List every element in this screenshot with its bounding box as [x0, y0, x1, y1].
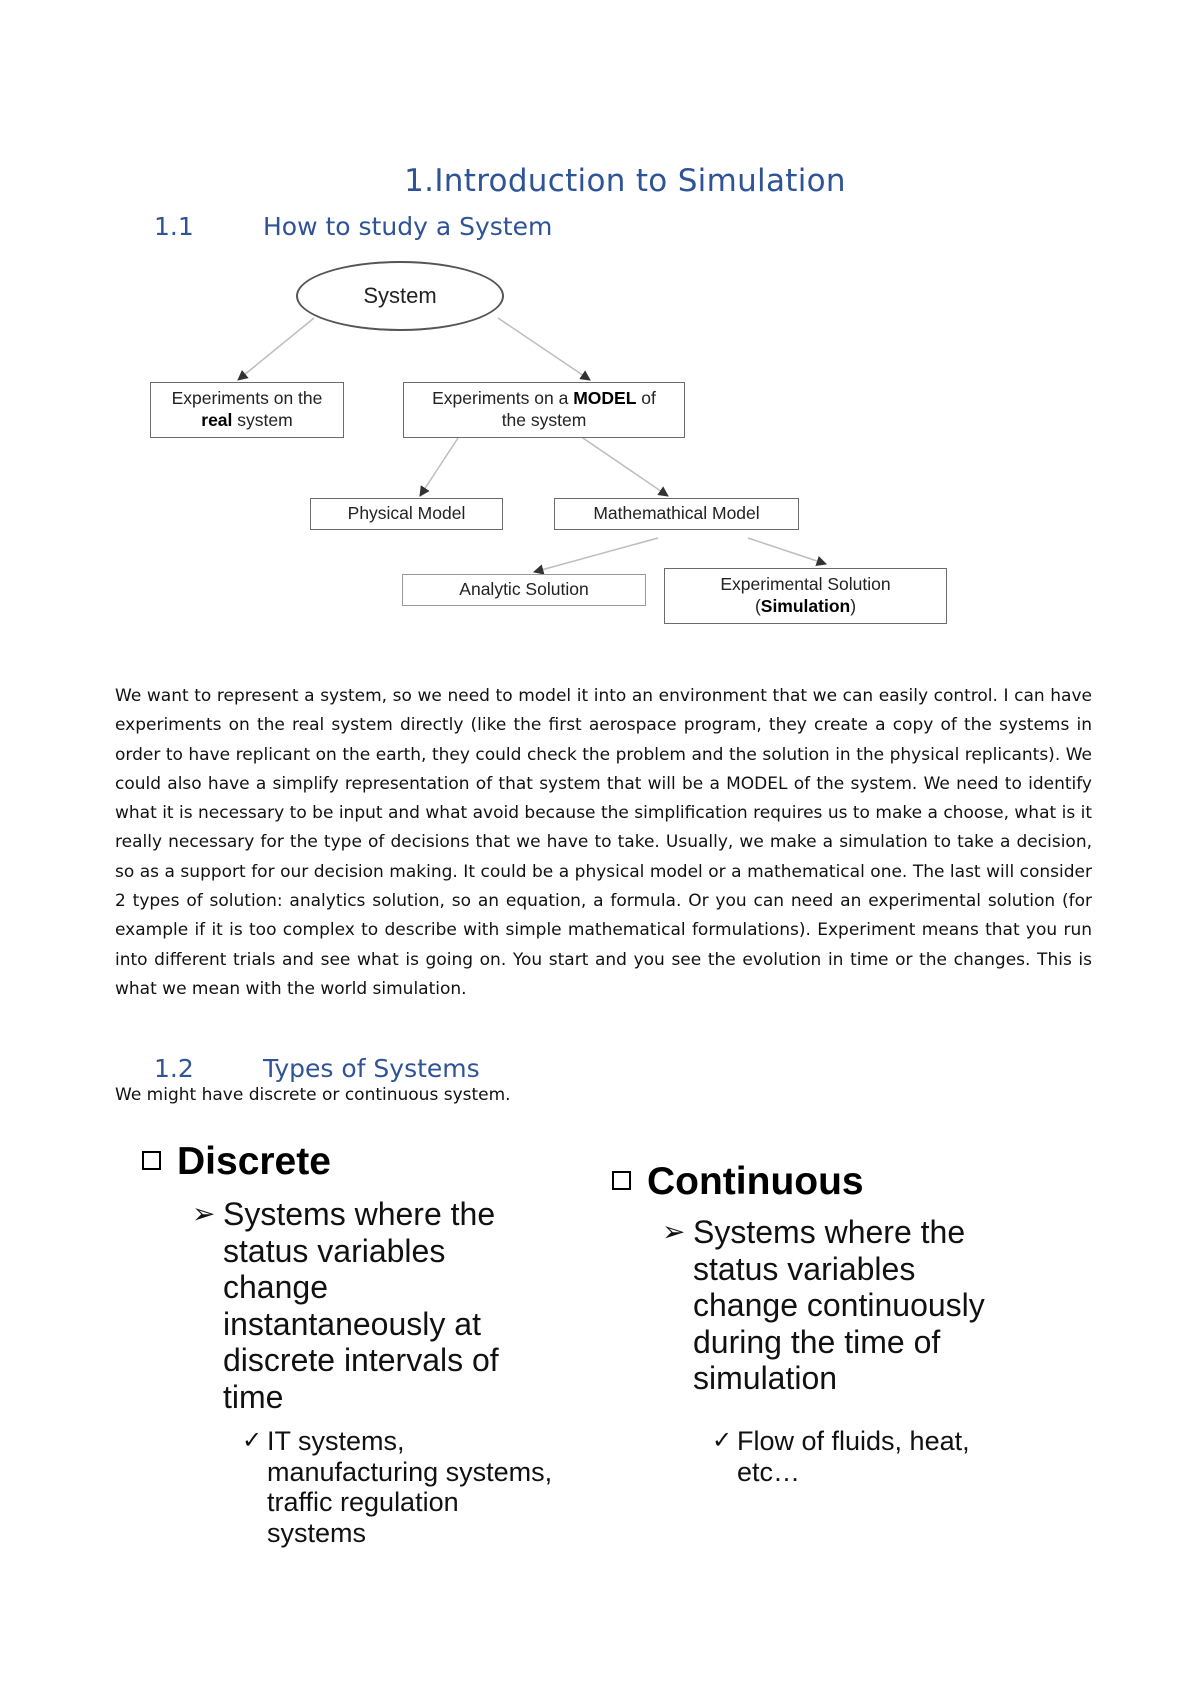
arrowhead-bullet-icon: ➢ [192, 1198, 216, 1229]
model-text-3: the system [501, 410, 587, 430]
experimental-solution-node [664, 568, 947, 624]
real-text-1: Experiments on the [171, 388, 323, 409]
model-label [432, 388, 656, 432]
discrete-line: Systems where the [223, 1196, 496, 1232]
arrow-math-to-analytic [534, 538, 658, 572]
section-number: 1.2 [154, 1054, 194, 1083]
checkbox-square-icon [612, 1171, 631, 1190]
real-system-node [150, 382, 344, 438]
experimental-open: ( [754, 596, 761, 616]
mathematical-model-label: Mathemathical Model [593, 503, 760, 524]
model-text-2: of [641, 388, 656, 409]
discrete-line: change [223, 1269, 328, 1305]
discrete-line: time [223, 1378, 284, 1415]
heading-number: 1. [404, 163, 435, 199]
section-heading-1-2 [154, 1054, 854, 1086]
discrete-line: discrete intervals of [223, 1342, 499, 1378]
physical-model-label: Physical Model [347, 503, 466, 524]
discrete-bullet [192, 1196, 552, 1415]
model-node [403, 382, 685, 438]
arrow-system-to-real [238, 318, 314, 380]
system-study-diagram [140, 256, 960, 636]
body-paragraph-1: We want to represent a system, so we need to model it into an environment that we can easily control. I can have experiments on the real system directly (like the first aerospace program, they create a copy of the systems in order to have replicant on the earth, they could check the problem and the solution in the physical replicants). We could also have a simplify representation of that system that will be a MODEL of the system. We need to identify what it is necessary to be input and what avoid because the simplification requires us to make a choose, what is it really necessary for the type of decisions that we have to take. Usually, we make a simulation to take a decision, so as a support for our decision making. It could be a physical model or a mathematical one. The last will consider 2 types of solution: analytics solution, so an equation, a formula. Or you can need an experimental solution (for example if it is too complex to describe with simple mathematical formulations). Experiment means that you run into different trials and see what is going on. You start and you see the evolution in time or the changes. This is what we mean with the world simulation. [115, 686, 1092, 999]
arrow-system-to-model [498, 318, 590, 380]
discrete-example-line: IT systems, [267, 1426, 405, 1456]
continuous-bullet [662, 1214, 1042, 1397]
analytic-solution-node [402, 574, 646, 606]
section-heading-1-1 [154, 212, 854, 244]
discrete-example-text [267, 1426, 582, 1548]
continuous-example-line: etc… [737, 1456, 801, 1487]
analytic-solution-label: Analytic Solution [459, 579, 589, 600]
checkbox-square-icon [142, 1151, 161, 1170]
continuous-example-line: Flow of fluids, heat, [737, 1426, 970, 1456]
continuous-bullet-text [693, 1214, 1042, 1397]
discrete-bullet-text [223, 1196, 552, 1415]
section-number: 1.1 [154, 212, 194, 241]
arrow-model-to-mathematical [580, 436, 668, 496]
model-text-bold: MODEL [573, 388, 637, 409]
discrete-title: Discrete [177, 1140, 331, 1183]
continuous-title: Continuous [647, 1160, 864, 1203]
discrete-example-line: manufacturing systems, [267, 1456, 553, 1487]
checkmark-icon: ✓ [712, 1427, 733, 1454]
continuous-line: simulation [693, 1360, 838, 1396]
real-text-2: system [237, 410, 293, 430]
section-title: Types of Systems [263, 1054, 480, 1083]
discrete-example-line: traffic regulation [267, 1487, 459, 1517]
body-paragraph-2: We might have discrete or continuous system. [115, 1085, 511, 1105]
arrowhead-bullet-icon: ➢ [662, 1216, 686, 1247]
discrete-heading [142, 1140, 331, 1184]
checkmark-icon: ✓ [242, 1427, 263, 1454]
continuous-line: status variables [693, 1250, 916, 1287]
discrete-line: instantaneously at [223, 1305, 481, 1342]
experimental-text-1: Experimental Solution [720, 574, 891, 595]
arrow-model-to-physical [420, 438, 458, 496]
arrow-math-to-experimental [748, 538, 826, 564]
experimental-solution-label [720, 574, 890, 618]
continuous-line: during the time of [693, 1323, 941, 1360]
real-system-label [172, 388, 323, 432]
model-text-1: Experiments on a [432, 388, 569, 409]
continuous-example [712, 1426, 1052, 1487]
mathematical-model-node [554, 498, 799, 530]
continuous-line: Systems where the [693, 1214, 966, 1250]
continuous-heading [612, 1160, 864, 1204]
physical-model-node [310, 498, 503, 530]
discrete-example [242, 1426, 582, 1548]
section-title: How to study a System [263, 212, 553, 241]
discrete-example-line: systems [267, 1517, 367, 1548]
continuous-example-text [737, 1426, 1052, 1487]
experimental-close: ) [850, 596, 857, 616]
experimental-text-bold: Simulation [760, 596, 851, 616]
real-text-bold: real [201, 410, 233, 430]
system-node-label: System [363, 283, 437, 308]
continuous-line: change continuously [693, 1287, 985, 1323]
heading-title: Introduction to Simulation [434, 163, 846, 199]
page-title [0, 163, 1200, 199]
system-node [296, 261, 504, 331]
discrete-line: status variables [223, 1232, 446, 1269]
